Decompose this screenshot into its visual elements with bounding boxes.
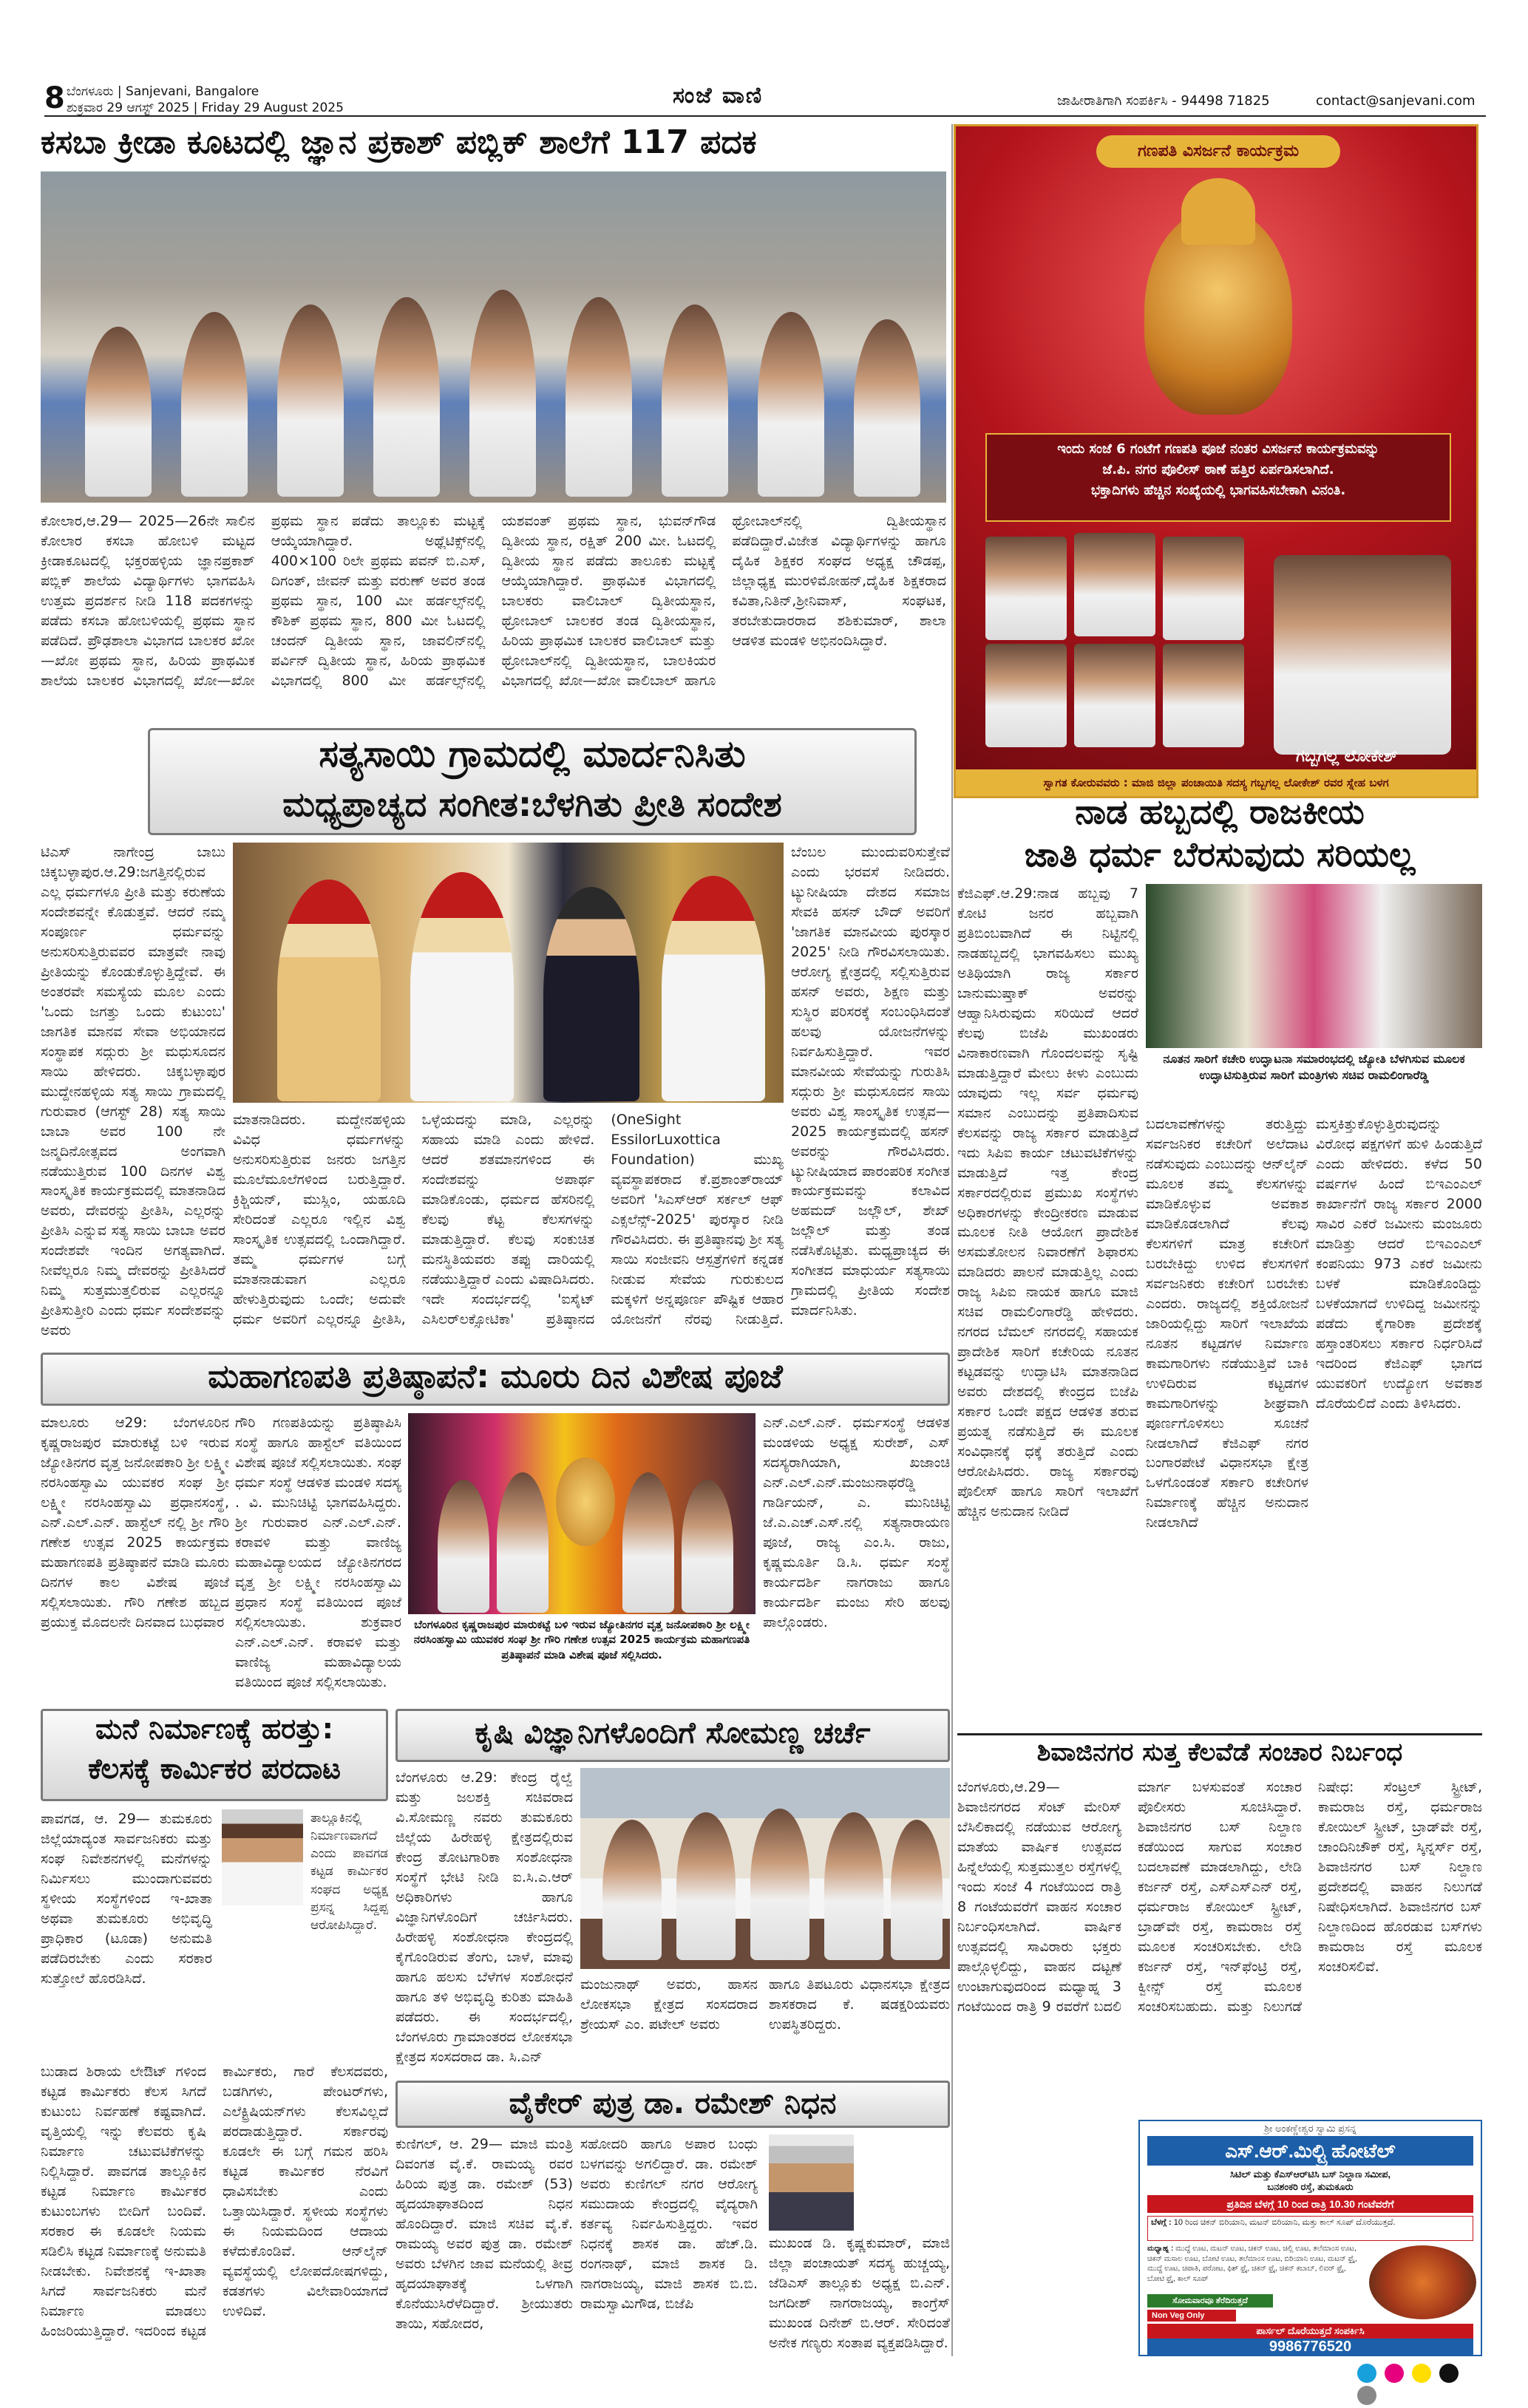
- ganapathi-ad-info: [985, 433, 1451, 522]
- story4-photo-caption: ಬೆಂಗಳೂರಿನ ಕೃಷ್ಣರಾಜಪುರ ಮಾರುಕಟ್ಟೆ ಬಳಿ ಇರುವ ಜ್ಯೋತಿನಗರ ವೃತ್ತ ಜನೋಪಕಾರಿ ಶ್ರೀ ಲಕ್ಷ್ಮೀ ನರಸಿಂಹಸ್ವಾಮಿ ಯುವಕರ ಸಂಘ ಶ್ರೀ ಗೌರಿ ಗಣೇಶ ಉತ್ಸವ 2025 ಕಾರ್ಯಕ್ರಮ ಮಹಾಗಣಪತಿ ಪ್ರತಿಷ್ಠಾಪನೆ ಮಾಡಿ ವಿಶೇಷ ಪೂಜೆ ಸಲ್ಲಿಸಿದರು.: [413, 1618, 750, 1662]
- story4-col1: ಮಾಲೂರು ಆ29: ಬೆಂಗಳೂರಿನ ಕೃಷ್ಣರಾಜಪುರ ಮಾರುಕಟ್ಟೆ ಬಳಿ ಇರುವ ಜ್ಯೋತಿನಗರ ವೃತ್ತ ಜನೋಪಕಾರಿ ಶ್ರೀ ಲಕ್ಷ್ಮೀ ನರಸಿಂಹಸ್ವಾಮಿ ಯುವಕರ ಸಂಘ ಶ್ರೀ ಲಕ್ಷ್ಮೀ ನರಸಿಂಹಸ್ವಾಮಿ ಪ್ರಧಾನಸಂಸ್ಥೆ, ಎನ್.ಎಲ್.ಎನ್. ಹಾಸ್ಟೆಲ್ ನಲ್ಲಿ ಶ್ರೀ ಗೌರಿ ಗಣೇಶ ಉತ್ಸವ 2025 ಕಾರ್ಯಕ್ರಮ ಮಹಾಗಣಪತಿ ಪ್ರತಿಷ್ಠಾಪನೆ ಮಾಡಿ ಮೂರು ದಿನಗಳ ಕಾಲ ವಿಶೇಷ ಪೂಜೆ ಸಲ್ಲಿಸಲಾಯಿತು. ಗೌರಿ ಗಣೇಶ ಹಬ್ಬದ ಪ್ರಯುಕ್ತ ಮೊದಲನೇ ದಿನವಾದ ಬುಧವಾರ: [41, 1415, 229, 1630]
- reg-dot-yellow: [1412, 2364, 1431, 2383]
- story5-headline: ಶಿವಾಜಿನಗರ ಸುತ್ತ ಕೆಲವೆಡೆ ಸಂಚಾರ ನಿರ್ಬಂಧ: [1036, 1738, 1403, 1767]
- story3-headline-1: ನಾಡ ಹಬ್ಬದಲ್ಲಿ ರಾಜಕೀಯ: [1075, 792, 1365, 831]
- story7-col-b1: ಮಂಜುನಾಥ್ ಅವರು, ಹಾಸನ ಲೋಕಸಭಾ ಕ್ಷೇತ್ರದ ಸಂಸದರಾದ ಶ್ರೇಯಸ್ ಎಂ. ಪಟೇಲ್ ಅವರು: [580, 1976, 758, 2033]
- hotel-ad: [1138, 2120, 1482, 2356]
- story6-body-bottom: ಬುಡಾದ ಶಿರಾಯ ಲೇಔಟ್ ಗಳಿಂದ ಕಟ್ಟಡ ಕಾರ್ಮಿಕರು ಕೆಲಸ ಸಿಗದೆ ಕುಟುಂಬ ನಿರ್ವಹಣೆ ಕಷ್ಟವಾಗಿದೆ. ವೃತ್ತಿಯಲ್ಲಿ ಇನ್ನು ಕೆಲವರು ಕೃಷಿ ನಿರ್ಮಾಣ ಚಟುವಟಿಕೆಗಳನ್ನು ನಿಲ್ಲಿಸಿದ್ದಾರೆ. ಪಾವಗಡ ತಾಲ್ಲೂಕಿನ ಕಟ್ಟಡ ನಿರ್ಮಾಣ ಕಾರ್ಮಿಕರ ಕುಟುಂಬಗಳು ಬೀದಿಗೆ ಬಂದಿವೆ. ಸರಕಾರ ಈ ಕೂಡಲೇ ನಿಯಮ ಸಡಿಲಿಸಿ ಕಟ್ಟಡ ನಿರ್ಮಾಣಕ್ಕೆ ಅನುಮತಿ ನೀಡಬೇಕು. ನಿವೇಶನಕ್ಕೆ ಇ-ಖಾತಾ ಸಿಗದೆ ಸಾರ್ವಜನಿಕರು ಮನೆ ನಿರ್ಮಾಣ ಮಾಡಲು ಹಿಂಜರಿಯುತ್ತಿದ್ದಾರೆ. ಇದರಿಂದ ಕಟ್ಟಡ ಕಾರ್ಮಿಕರು, ಗಾರೆ ಕೆಲಸದವರು, ಬಡಗಿಗಳು, ಪೇಂಟರ್‌ಗಳು, ಎಲೆಕ್ಟ್ರಿಷಿಯನ್‌ಗಳು ಕೆಲಸವಿಲ್ಲದೆ ಪರದಾಡುತ್ತಿದ್ದಾರೆ. ಸರ್ಕಾರವು ಕೂಡಲೇ ಈ ಬಗ್ಗೆ ಗಮನ ಹರಿಸಿ ಕಟ್ಟಡ ಕಾರ್ಮಿಕರ ನೆರವಿಗೆ ಧಾವಿಸಬೇಕು ಎಂದು ಒತ್ತಾಯಿಸಿದ್ದಾರೆ. ಸ್ಥಳೀಯ ಸಂಸ್ಥೆಗಳು ಈ ನಿಯಮದಿಂದ ಆದಾಯ ಕಳೆದುಕೊಂಡಿವೆ. ಆನ್‌ಲೈನ್ ವ್ಯವಸ್ಥೆಯಲ್ಲಿ ಲೋಪದೋಷಗಳಿದ್ದು, ಕಡತಗಳು ವಿಲೇವಾರಿಯಾಗದೆ ಉಳಿದಿವೆ.: [41, 2064, 388, 2339]
- ad-main-portrait: [1274, 555, 1451, 755]
- story3-col-a: ಬದಲಾವಣೆಗಳನ್ನು ತರುತ್ತಿದ್ದು ಸರ್ವಜನಿಕರ ಕಚೇರಿಗೆ ಅಲೆದಾಟ ನಡೆಸುವುದು ಎಂಬುದನ್ನು ಆನ್‌ಲೈನ್ ಮೂಲಕ ತಮ್ಮ ಕೆಲಸಗಳನ್ನು ಮಾಡಿಕೊಳ್ಳುವ ಅವಕಾಶ ಮಾಡಿಕೊಡಲಾಗಿದೆ ಕೆಲವು ಕೆಲಸಗಳಿಗೆ ಮಾತ್ರ ಕಚೇರಿಗೆ ಬರಬೇಕಿದ್ದು ಉಳಿದ ಕೆಲಸಗಳಿಗೆ ಸರ್ವಜನಿಕರು ಕಚೇರಿಗೆ ಬರಬೇಕು ಎಂದರು. ರಾಜ್ಯದಲ್ಲಿ ಶಕ್ತಿಯೋಜನೆ ಜಾರಿಯಲ್ಲಿದ್ದು ಸಾರಿಗೆ ಇಲಾಖೆಯ ನೂತನ ಕಟ್ಟಡಗಳ ನಿರ್ಮಾಣ ಕಾಮಗಾರಿಗಳು ನಡೆಯುತ್ತಿವೆ ಬಾಕಿ ಉಳಿದಿರುವ ಕಟ್ಟಡಗಳ ಕಾಮಗಾರಿಗಳನ್ನು ಶೀಘ್ರವಾಗಿ ಪೂರ್ಣಗೊಳಿಸಲು ಸೂಚನೆ ನೀಡಲಾಗಿದೆ ಕೆಜಿಎಫ್ ನಗರ ಬಂಗಾರಪೇಟೆ ವಿಧಾನಸಭಾ ಕ್ಷೇತ್ರ ಒಳಗೊಂಡಂತೆ ಸರ್ಕಾರಿ ಕಚೇರಿಗಳ ನಿರ್ಮಾಣಕ್ಕೆ ಹೆಚ್ಚಿನ ಅನುದಾನ ನೀಡಲಾಗಿದೆ: [1146, 1116, 1308, 1531]
- reg-dot-cyan: [1357, 2364, 1376, 2383]
- story2-col-bottom: ಮಾತನಾಡಿದರು. ಮದ್ದೇನಹಳ್ಳಿಯ ವಿವಿಧ ಧರ್ಮಗಳನ್ನು ಅನುಸರಿಸುತ್ತಿರುವ ಜನರು ಜಗತ್ತಿನ ಮೂಲೆಮೂಲೆಗಳಿಂದ ಬರುತ್ತಿದ್ದಾರೆ. ಕ್ರಿಶ್ಚಿಯನ್, ಮುಸ್ಲಿಂ, ಯಹೂದಿ ಸೇರಿದಂತೆ ಎಲ್ಲರೂ ಇಲ್ಲಿನ ವಿಶ್ವ ಸಾಂಸ್ಕೃತಿಕ ಉತ್ಸವದಲ್ಲಿ ಒಂದಾಗಿದ್ದಾರೆ. ತಮ್ಮ ಧರ್ಮಗಳ ಬಗ್ಗೆ ಮಾತನಾಡುವಾಗ ಎಲ್ಲರೂ ಹೇಳುತ್ತಿರುವುದು ಒಂದೇ; ಅದುವೇ ಧರ್ಮ ಅವರಿಗೆ ಎಲ್ಲರನ್ನೂ ಪ್ರೀತಿಸಿ, ಒಳ್ಳೆಯದನ್ನು ಮಾಡಿ, ಎಲ್ಲರನ್ನು ಸಹಾಯ ಮಾಡಿ ಎಂದು ಹೇಳಿದೆ. ಆದರೆ ಶತಮಾನಗಳಿಂದ ಈ ಸಂದೇಶವನ್ನು ಅಪಾರ್ಥ ಮಾಡಿಕೊಂಡು, ಧರ್ಮದ ಹೆಸರಿನಲ್ಲಿ ಕೆಲವು ಕೆಟ್ಟ ಕೆಲಸಗಳನ್ನು ಮಾಡುತ್ತಿದ್ದಾರೆ. ಕೆಲವು ಸಂಕುಚಿತ ಮನಸ್ಥಿತಿಯವರು ತಪ್ಪು ದಾರಿಯಲ್ಲಿ ನಡೆಯುತ್ತಿದ್ದಾರೆ ಎಂದು ವಿಷಾದಿಸಿದರು. ಇದೇ ಸಂದರ್ಭದಲ್ಲಿ 'ಐಸೈಟ್ ಎಸಿಲರ್‌ಲಕ್ಸೋಟಿಕಾ' ಪ್ರತಿಷ್ಠಾನದ (OneSight EssilorLuxottica Foundation) ಮುಖ್ಯ ವ್ಯವಸ್ಥಾಪಕರಾದ ಕೆ.ಪ್ರಶಾಂತ್‌ರಾಯ್ ಅವರಿಗೆ 'ಸಿಎಸ್‌ಆರ್ ಸರ್ಕಲ್ ಆಫ್ ಎಕ್ಸಲೆನ್ಸ್-2025' ಪುರಸ್ಕಾರ ನೀಡಿ ಗೌರವಿಸಿದರು. ಈ ಪ್ರತಿಷ್ಠಾನವು ಶ್ರೀ ಸತ್ಯ ಸಾಯಿ ಸಂಜೀವನಿ ಆಸ್ಪತ್ರೆಗಳಿಗೆ ಕನ್ನಡಕ ನೀಡುವ ಸೇವೆಯ ಗುರುಕುಲದ ಮಕ್ಕಳಿಗೆ ಅನ್ನಪೂರ್ಣ ಪೌಷ್ಟಿಕ ಆಹಾರ ಯೋಜನೆಗೆ ನೆರವು ನೀಡುತ್ತಿದೆ.: [233, 1112, 784, 1327]
- story6-headline-1: ಮನೆ ನಿರ್ಮಾಣಕ್ಕೆ ಹರತ್ತು:: [95, 1713, 333, 1745]
- reg-dot-magenta: [1385, 2364, 1404, 2383]
- page-number: 8: [44, 81, 65, 115]
- story5-rule: [957, 1733, 1482, 1735]
- story7-photo: [580, 1768, 950, 1969]
- story3-photo: [1146, 884, 1482, 1048]
- hotel-parcel: ಪಾರ್ಸಲ್ ದೊರೆಯುತ್ತದೆ ಸಂಪರ್ಕಿಸಿ: [1147, 2324, 1473, 2339]
- hotel-timing: ಪ್ರತಿದಿನ ಬೆಳಗ್ಗೆ 10 ರಿಂದ ರಾತ್ರಿ 10.30 ಗಂಟೆವರೆಗೆ: [1147, 2195, 1473, 2213]
- ad-portrait: [985, 644, 1067, 747]
- story8-col3: ಮುಖಂಡ ಡಿ. ಕೃಷ್ಣಕುಮಾರ್, ಮಾಜಿ ಜಿಲ್ಲಾ ಪಂಚಾಯತ್ ಸದಸ್ಯ ಹುಚ್ಚಯ್ಯ, ಜೆಡಿಎಸ್ ತಾಲ್ಲೂಕು ಅಧ್ಯಕ್ಷ ಬಿ.ಎನ್. ಜಗದೀಶ್ ನಾಗರಾಜಯ್ಯ, ಕಾಂಗ್ರೆಸ್ ಮುಖಂಡ ದಿನೇಶ್ ಬಿ.ಆರ್. ಸೇರಿದಂತೆ ಅನೇಕ ಗಣ್ಯರು ಸಂತಾಪ ವ್ಯಕ್ತಪಡಿಸಿದ್ದಾರೆ.: [769, 2235, 950, 2351]
- story6-person-caption: ತಾಲ್ಲೂಕಿನಲ್ಲಿ ನಿರ್ಮಾಣವಾಗದೆ ಎಂದು ಪಾವಗಡ ಕಟ್ಟಡ ಕಾರ್ಮಿಕರ ಸಂಘದ ಅಧ್ಯಕ್ಷ ಪ್ರಸನ್ನ ಸಿದ್ದಪ್ಪ ಆರೋಪಿಸಿದ್ದಾರೆ.: [310, 1811, 388, 1933]
- ad-portrait: [1163, 644, 1244, 747]
- story8-col3-side: [859, 2135, 950, 2231]
- reg-dot-grey: [1357, 2386, 1376, 2405]
- story5-body: ಬೆಂಗಳೂರು,ಆ.29—ಶಿವಾಜಿನಗರದ ಸೆಂಟ್ ಮೇರಿಸ್ ಬೆಸಿಲಿಕಾದಲ್ಲಿ ನಡೆಯುವ ಆರೋಗ್ಯ ಮಾತೆಯ ವಾರ್ಷಿಕ ಉತ್ಸವದ ಹಿನ್ನೆಲೆಯಲ್ಲಿ ಸುತ್ತಮುತ್ತಲ ರಸ್ತೆಗಳಲ್ಲಿ ಇಂದು ಸಂಜೆ 4 ಗಂಟೆಯಿಂದ ರಾತ್ರಿ 8 ಗಂಟೆಯವರೆಗೆ ವಾಹನ ಸಂಚಾರ ನಿರ್ಬಂಧಿಸಲಾಗಿದೆ. ವಾರ್ಷಿಕ ಉತ್ಸವದಲ್ಲಿ ಸಾವಿರಾರು ಭಕ್ತರು ಪಾಲ್ಗೊಳ್ಳಲಿದ್ದು, ವಾಹನ ದಟ್ಟಣೆ ಉಂಟಾಗುವುದರಿಂದ ಮಧ್ಯಾಹ್ನ 3 ಗಂಟೆಯಿಂದ ರಾತ್ರಿ 9 ರವರೆಗೆ ಬದಲಿ ಮಾರ್ಗ ಬಳಸುವಂತೆ ಸಂಚಾರ ಪೊಲೀಸರು ಸೂಚಿಸಿದ್ದಾರೆ. ಶಿವಾಜಿನಗರ ಬಸ್ ನಿಲ್ದಾಣ ಕಡೆಯಿಂದ ಸಾಗುವ ಸಂಚಾರ ಬದಲಾವಣೆ ಮಾಡಲಾಗಿದ್ದು, ಲೇಡಿ ಕರ್ಜನ್ ರಸ್ತೆ, ಎಸ್ಎಸ್‌ಎನ್ ರಸ್ತೆ, ಧರ್ಮರಾಜ ಕೋಯಿಲ್ ಸ್ಟ್ರೀಟ್, ಬ್ರಾಡ್‌ವೇ ರಸ್ತೆ, ಕಾಮರಾಜ ರಸ್ತೆ ಮೂಲಕ ಸಂಚರಿಸಬೇಕು. ಲೇಡಿ ಕರ್ಜನ್ ರಸ್ತೆ, ಇನ್‌ಫೆಂಟ್ರಿ ರಸ್ತೆ, ಕ್ವೀನ್ಸ್ ರಸ್ತೆ ಮೂಲಕ ಸಂಚರಿಸಬಹುದು. ಮತ್ತು ನಿಲುಗಡೆ ನಿಷೇಧ: ಸೆಂಟ್ರಲ್ ಸ್ಟ್ರೀಟ್, ಕಾಮರಾಜ ರಸ್ತೆ, ಧರ್ಮರಾಜ ಕೋಯಿಲ್ ಸ್ಟ್ರೀಟ್, ಬ್ರಾಡ್‌ವೇ ರಸ್ತೆ, ಚಾಂದಿನಿಚೌಕ್ ರಸ್ತೆ, ಸ್ಕಿನ್ನರ್ಸ್ ರಸ್ತೆ, ಶಿವಾಜಿನಗರ ಬಸ್ ನಿಲ್ದಾಣ ಪ್ರದೇಶದಲ್ಲಿ ವಾಹನ ನಿಲುಗಡೆ ನಿಷೇಧಿಸಲಾಗಿದೆ. ಶಿವಾಜಿನಗರ ಬಸ್ ನಿಲ್ದಾಣದಿಂದ ಹೊರಡುವ ಬಸ್‌ಗಳು ಕಾಮರಾಜ ರಸ್ತೆ ಮೂಲಕ ಸಂಚರಿಸಲಿವೆ.: [957, 1779, 1482, 2015]
- email[interactable]: contact@sanjevani.com: [1316, 93, 1476, 109]
- story7-col-b2: ಹಾಗೂ ತಿಪಟೂರು ವಿಧಾನಸಭಾ ಕ್ಷೇತ್ರದ ಶಾಸಕರಾದ ಕೆ. ಷಡಕ್ಷರಿಯವರು ಉಪಸ್ಥಿತರಿದ್ದರು.: [769, 1976, 950, 2033]
- hotel-menu-label: ಮಧ್ಯಾಹ್ನ :: [1147, 2245, 1174, 2253]
- city-line: ಬೆಂಗಳೂರು | Sanjevani, Bangalore: [67, 84, 259, 99]
- story2-col-right: ಬೆಂಬಲ ಮುಂದುವರಿಸುತ್ತೇವೆ ಎಂದು ಭರವಸೆ ನೀಡಿದರು. ಟ್ಯುನೀಷಿಯಾ ದೇಶದ ಸಮಾಜ ಸೇವಕಿ ಹಸನ್ ಬೌದ್ ಅವರಿಗೆ 'ಜಾಗತಿಕ ಮಾನವೀಯ ಪುರಸ್ಕಾರ 2025' ನೀಡಿ ಗೌರವಿಸಲಾಯಿತು. ಆರೋಗ್ಯ ಕ್ಷೇತ್ರದಲ್ಲಿ ಸಲ್ಲಿಸುತ್ತಿರುವ ಹಸನ್ ಅವರು, ಶಿಕ್ಷಣ ಮತ್ತು ಸುಸ್ಥಿರ ಪರಿಸರಕ್ಕೆ ಸಂಬಂಧಿಸಿದಂತೆ ಹಲವು ಯೋಜನೆಗಳನ್ನು ನಿರ್ವಹಿಸುತ್ತಿದ್ದಾರೆ. ಇವರ ಮಾನವೀಯ ಸೇವೆಯನ್ನು ಗುರುತಿಸಿ ಸದ್ಗುರು ಶ್ರೀ ಮಧುಸೂದನ ಸಾಯಿ ಅವರು ವಿಶ್ವ ಸಾಂಸ್ಕೃತಿಕ ಉತ್ಸವ—2025 ಕಾರ್ಯಕ್ರಮದಲ್ಲಿ ಹಸನ್ ಅವರನ್ನು ಗೌರವಿಸಿದರು. ಟ್ಯುನೀಷಿಯಾದ ಪಾರಂಪರಿಕ ಸಂಗೀತ ಕಾರ್ಯಕ್ರಮವನ್ನು ಕಲಾವಿದ ಅಹಮದ್ ಜಲ್ಲೌಲ್, ಶೇಖ್ ಜಲ್ಲೌಲ್ ಮತ್ತು ತಂಡ ನಡೆಸಿಕೊಟ್ಟಿತು. ಮಧ್ಯಪ್ರಾಚ್ಯದ ಈ ಸಂಗೀತದ ಮಾಧುರ್ಯ ಸತ್ಯಸಾಯಿ ಗ್ರಾಮದಲ್ಲಿ ಪ್ರೀತಿಯ ಸಂದೇಶ ಮಾರ್ದನಿಸಿತು.: [791, 844, 950, 1319]
- hotel-slogan: ಸೋಮವಾರವೂ ತೆರೆದಿರುತ್ತದೆ: [1147, 2294, 1273, 2307]
- hotel-menu: ಮುದ್ದೆ ಊಟ, ಮಟನ್ ಊಟ, ಚಿಕನ್ ಊಟ, ಚಿಲ್ಲಿ ಊಟ, ತಲೆಮಾಂಸ ಊಟ, ಚಿಕನ್ ಮಸಾಲ ಊಟ, ಬೋಟಿ ಊಟ, ತಲೆಮಾಂಸ ಊಟ, ಬಿರಿಯಾನಿ ಊಟ, ಮಟನ್ ಫ್ರೈ, ಮುದ್ದೆ ಊಟ, ಚಪಾತಿ, ಪರೋಟ, ಫಿಶ್ ಫ್ರೈ, ಚಿಕನ್ ಫ್ರೈ, ಚಿಕನ್ ಕಬಾಬ್, ಲಿವರ್ ಫ್ರೈ, ಬೋಟಿ ಫ್ರೈ, ಕಾಲ್ ಸೂಪ್: [1147, 2245, 1357, 2283]
- story3-headline-2: ಜಾತಿ ಧರ್ಮ ಬೆರಸುವುದು ಸರಿಯಲ್ಲ: [1024, 834, 1416, 874]
- story3-photo-caption: ನೂತನ ಸಾರಿಗೆ ಕಚೇರಿ ಉದ್ಘಾಟನಾ ಸಮಾರಂಭದಲ್ಲಿ ಜ್ಯೋತಿ ಬೆಳಗಿಸುವ ಮೂಲಕ ಉದ್ಘಾಟಿಸುತ್ತಿರುವ ಸಾರಿಗೆ ಮಂತ್ರಿಗಳು ಸಚಿವ ರಾಮಲಿಂಗಾರೆಡ್ಡಿ: [1163, 1052, 1465, 1082]
- hotel-phone[interactable]: 9986776520: [1147, 2339, 1473, 2355]
- story7-col-left: ಬೆಂಗಳೂರು ಆ.29: ಕೇಂದ್ರ ರೈಲ್ವೆ ಮತ್ತು ಜಲಶಕ್ತಿ ಸಚಿವರಾದ ವಿ.ಸೋಮಣ್ಣ ನವರು ತುಮಕೂರು ಜಿಲ್ಲೆಯ ಹಿರೇಹಳ್ಳಿ ಕ್ಷೇತ್ರದಲ್ಲಿರುವ ಕೇಂದ್ರ ತೋಟಗಾರಿಕಾ ಸಂಶೋಧನಾ ಸಂಸ್ಥೆಗೆ ಭೇಟಿ ನೀಡಿ ಐ.ಸಿ.ಎ.ಆರ್ ಅಧಿಕಾರಿಗಳು ಹಾಗೂ ವಿಜ್ಞಾನಿಗಳೊಂದಿಗೆ ಚರ್ಚಿಸಿದರು. ಹಿರೇಹಳ್ಳಿ ಸಂಶೋಧನಾ ಕೇಂದ್ರದಲ್ಲಿ ಕೈಗೊಂಡಿರುವ ತೆಂಗು, ಬಾಳೆ, ಮಾವು ಹಾಗೂ ಹಲಸು ಬೆಳೆಗಳ ಸಂಶೋಧನೆ ಹಾಗೂ ತಳಿ ಅಭಿವೃದ್ಧಿ ಕುರಿತು ಮಾಹಿತಿ ಪಡೆದರು. ಈ ಸಂದರ್ಭದಲ್ಲಿ, ಬೆಂಗಳೂರು ಗ್ರಾಮಾಂತರದ ಲೋಕಸಭಾ ಕ್ಷೇತ್ರದ ಸಂಸದರಾದ ಡಾ. ಸಿ.ಎನ್: [395, 1769, 573, 2065]
- registration-marks: [1353, 2364, 1486, 2386]
- date-line: ಶುಕ್ರವಾರ 29 ಆಗಸ್ಟ್ 2025 | Friday 29 August 2025: [67, 101, 344, 115]
- ganesha-icon: [1122, 178, 1314, 429]
- ad-portrait: [1074, 644, 1155, 747]
- story2-headline-1: ಸತ್ಯಸಾಯಿ ಗ್ರಾಮದಲ್ಲಿ ಮಾರ್ದನಿಸಿತು: [319, 732, 746, 775]
- hotel-morning-label: ಬೆಳಗ್ಗೆ :: [1151, 2218, 1172, 2227]
- ad-portrait: [1074, 533, 1155, 636]
- story1-photo: [41, 171, 946, 503]
- ad-portrait: [985, 537, 1067, 640]
- story4-photo: [408, 1413, 755, 1614]
- story1-headline: ಕಸಬಾ ಕ್ರೀಡಾ ಕೂಟದಲ್ಲಿ ಜ್ಞಾನ ಪ್ರಕಾಶ್ ಪಬ್ಲಿಕ್ ಶಾಲೆಗೆ 117 ಪದಕ: [41, 123, 757, 161]
- story8-col2: ಸಹೋದರಿ ಹಾಗೂ ಅಪಾರ ಬಂಧು ಬಳಗವನ್ನು ಅಗಲಿದ್ದಾರೆ. ಡಾ. ರಮೇಶ್ ಅವರು ಕುಣಿಗಲ್ ನಗರ ಆರೋಗ್ಯ ಸಮುದಾಯ ಕೇಂದ್ರದಲ್ಲಿ ವೈದ್ಯರಾಗಿ ಕರ್ತವ್ಯ ನಿರ್ವಹಿಸುತ್ತಿದ್ದರು. ಇವರ ನಿಧನಕ್ಕೆ ಶಾಸಕ ಡಾ. ಹೆಚ್.ಡಿ. ರಂಗನಾಥ್, ಮಾಜಿ ಶಾಸಕ ಡಿ. ನಾಗರಾಜಯ್ಯ, ಮಾಜಿ ಶಾಸಕ ಬಿ.ಬಿ. ರಾಮಸ್ವಾಮಿಗೌಡ, ಬಿಜೆಪಿ: [580, 2136, 758, 2312]
- ad-line2: ಜೆ.ಪಿ. ನಗರ ಪೊಲೀಸ್ ಠಾಣೆ ಹತ್ತಿರ ಏರ್ಪಡಿಸಲಾಗಿದೆ.: [1102, 461, 1334, 477]
- ganapathi-ad-title: ಗಣಪತಿ ವಿಸರ್ಜನೆ ಕಾರ್ಯಕ್ರಮ: [1096, 135, 1340, 168]
- ad-contact: ಜಾಹೀರಾತಿಗಾಗಿ ಸಂಪರ್ಕಿಸಿ - 94498 71825: [1057, 93, 1270, 109]
- story4-col3: ಎನ್.ಎಲ್.ಎನ್. ಧರ್ಮಸಂಸ್ಥೆ ಆಡಳಿತ ಮಂಡಳಿಯ ಅಧ್ಯಕ್ಷ ಸುರೇಶ್, ಎಸ್ ಸದಸ್ಯರಾಗಿಯಾಗಿ, ಖಜಾಂಚಿ ಎನ್.ಎಲ್.ಎನ್.ಮಂಜುನಾಥರೆಡ್ಡಿ ಗಾರ್ಡಿಯನ್, ಎ. ಮುನಿಚಿಟ್ಟಿ ಜೆ.ಎ.ಎಚ್.ಎಸ್.ನಲ್ಲಿ ಸತ್ಯನಾರಾಯಣ ಪೂಜೆ, ರಾಜ್ಯ ಎಂ.ಸಿ. ರಾಜು, ಕೃಷ್ಣಮೂರ್ತಿ ಡಿ.ಸಿ. ಧರ್ಮ ಸಂಸ್ಥೆ ಕಾರ್ಯದರ್ಶಿ ನಾಗರಾಜು ಹಾಗೂ ಕಾರ್ಯದರ್ಶಿ ಮಂಜು ಸೇರಿ ಹಲವು ಪಾಲ್ಗೊಂಡರು.: [763, 1415, 950, 1630]
- story8-headline: ವೈಕೇರ್ ಪುತ್ರ ಡಾ. ರಮೇಶ್ ನಿಧನ: [509, 2086, 837, 2120]
- ad-footer: ಸ್ವಾಗತ ಕೋರುವವರು : ಮಾಜಿ ಜಿಲ್ಲಾ ಪಂಚಾಯಿತಿ ಸದಸ್ಯ ಗಬ್ಬಗಲ್ಲ ಲೋಕೇಶ್ ರವರ ಸ್ನೇಹ ಬಳಗ: [956, 769, 1476, 796]
- story8-col1: ಕುಣಿಗಲ್, ಆ. 29— ಮಾಜಿ ಮಂತ್ರಿ ದಿವಂಗತ ವೈ.ಕೆ. ರಾಮಯ್ಯ ರವರ ಹಿರಿಯ ಪುತ್ರ ಡಾ. ರಮೇಶ್ (53) ಹೃದಯಾಘಾತದಿಂದ ನಿಧನ ಹೊಂದಿದ್ದಾರೆ. ಮಾಜಿ ಸಚಿವ ವೈ.ಕೆ. ರಾಮಯ್ಯ ಅವರ ಪುತ್ರ ಡಾ. ರಮೇಶ್ ಅವರು ಬೆಳಗಿನ ಜಾವ ಮನೆಯಲ್ಲಿ ತೀವ್ರ ಹೃದಯಾಘಾತಕ್ಕೆ ಒಳಗಾಗಿ ಕೊನೆಯುಸಿರೆಳೆದಿದ್ದಾರೆ. ಶ್ರೀಯುತರು ತಾಯಿ, ಸಹೋದರ,: [395, 2136, 573, 2332]
- story6-headline-2: ಕೆಲಸಕ್ಕೆ ಕಾರ್ಮಿಕರ ಪರದಾಟ: [88, 1752, 341, 1785]
- food-photo: [1369, 2245, 1476, 2319]
- hotel-morning-box: [1147, 2216, 1473, 2241]
- story3-col-b: ಮಸ್ತಕಿತ್ತುಕೊಳ್ಳುತ್ತಿರುವುದನ್ನು ವಿರೋಧ ಪಕ್ಷಗಳಿಗೆ ಹುಳಿ ಹಿಂಡುತ್ತಿದೆ ಎಂದು ಹೇಳಿದರು. ಕಳೆದ 50 ವರ್ಷಗಳ ಹಿಂದೆ ಬಿಇಎಂಎಲ್ ಕಾರ್ಖಾನೆಗೆ ರಾಜ್ಯ ಸರ್ಕಾರ 2000 ಸಾವಿರ ಎಕರೆ ಜಮೀನು ಮಂಜೂರು ಮಾಡಿತ್ತು ಆದರೆ ಬಿಇಎಂಎಲ್ ಕಂಪನಿಯು 973 ಎಕರೆ ಜಮೀನು ಬಳಕೆ ಮಾಡಿಕೊಂಡಿದ್ದು ಬಳಕೆಯಾಗದೆ ಉಳಿದಿದ್ದ ಜಮೀನನ್ನು ಪಡೆದು ಕೈಗಾರಿಕಾ ಪ್ರದೇಶಕ್ಕೆ ಹಸ್ತಾಂತರಿಸಲು ಸರ್ಕಾರ ನಿರ್ಧರಿಸಿದೆ ಇದರಿಂದ ಕೆಜಿಎಫ್ ಭಾಗದ ಯುವಕರಿಗೆ ಉದ್ಯೋಗ ಅವಕಾಶ ದೊರೆಯಲಿದೆ ಎಂದು ತಿಳಿಸಿದರು.: [1316, 1116, 1482, 1412]
- story1-body: ಕೋಲಾರ,ಆ.29— 2025—26ನೇ ಸಾಲಿನ ಕೋಲಾರ ಕಸಬಾ ಹೋಬಳಿ ಮಟ್ಟದ ಕ್ರೀಡಾಕೂಟದಲ್ಲಿ ಭಕ್ತರಹಳ್ಳಿಯ ಜ್ಞಾನಪ್ರಕಾಶ್ ಪಬ್ಲಿಕ್ ಶಾಲೆಯ ವಿದ್ಯಾರ್ಥಿಗಳು ಭಾಗವಹಿಸಿ ಉತ್ತಮ ಪ್ರದರ್ಶನ ನೀಡಿ 118 ಪದಕಗಳನ್ನು ಪಡೆದು ಕಸಬಾ ಹೋಬಳಿಯಲ್ಲಿ ಪ್ರಥಮ ಸ್ಥಾನ ಪಡೆದಿದೆ. ಪ್ರೌಢಶಾಲಾ ವಿಭಾಗದ ಬಾಲಕರ ಖೋ—ಖೋ ಪ್ರಥಮ ಸ್ಥಾನ, ಹಿರಿಯ ಪ್ರಾಥಮಿಕ ಶಾಲೆಯ ಬಾಲಕರ ವಿಭಾಗದಲ್ಲಿ ಖೋ—ಖೋ ಪ್ರಥಮ ಸ್ಥಾನ ಪಡೆದು ತಾಲ್ಲೂಕು ಮಟ್ಟಕ್ಕೆ ಆಯ್ಕೆಯಾಗಿದ್ದಾರೆ. ಅಥ್ಲೆಟಿಕ್ಸ್‌ನಲ್ಲಿ 400×100 ರಿಲೇ ಪ್ರಥಮ ಪವನ್ ಬಿ.ಎಸ್, ದಿಗಂತ್, ಜೀವನ್ ಮತ್ತು ವರುಣ್ ಅವರ ತಂಡ ಪ್ರಥಮ ಸ್ಥಾನ, 100 ಮೀ ಹರ್ಡಲ್ಸ್‌ನಲ್ಲಿ ಕೌಶಿಕ್ ಪ್ರಥಮ ಸ್ಥಾನ, 800 ಮೀ ಓಟದಲ್ಲಿ ಚಂದನ್ ದ್ವಿತೀಯ ಸ್ಥಾನ, ಜಾವಲಿನ್‌ನಲ್ಲಿ ಪರ್ವಿನ್ ದ್ವಿತೀಯ ಸ್ಥಾನ, ಹಿರಿಯ ಪ್ರಾಥಮಿಕ ವಿಭಾಗದಲ್ಲಿ 800 ಮೀ ಹರ್ಡಲ್ಸ್‌ನಲ್ಲಿ ಯಶವಂತ್ ಪ್ರಥಮ ಸ್ಥಾನ, ಭುವನ್‌ಗೌಡ ದ್ವಿತೀಯ ಸ್ಥಾನ, ರಕ್ಷಿತ್ 200 ಮೀ. ಓಟದಲ್ಲಿ ದ್ವಿತೀಯ ಸ್ಥಾನ ಪಡೆದು ತಾಲೂಕು ಮಟ್ಟಕ್ಕೆ ಆಯ್ಕೆಯಾಗಿದ್ದಾರೆ. ಪ್ರಾಥಮಿಕ ವಿಭಾಗದಲ್ಲಿ ಬಾಲಕರು ವಾಲಿಬಾಲ್ ದ್ವಿತೀಯಸ್ಥಾನ, ಥ್ರೋಬಾಲ್ ಬಾಲಕರ ತಂಡ ದ್ವಿತೀಯಸ್ಥಾನ, ಹಿರಿಯ ಪ್ರಾಥಮಿಕ ಬಾಲಕರ ವಾಲಿಬಾಲ್ ಮತ್ತು ಥ್ರೋಬಾಲ್‌ನಲ್ಲಿ ದ್ವಿತೀಯಸ್ಥಾನ, ಬಾಲಕಿಯರ ವಿಭಾಗದಲ್ಲಿ ಖೋ—ಖೋ ವಾಲಿಬಾಲ್ ಹಾಗೂ ಥ್ರೋಬಾಲ್‌ನಲ್ಲಿ ದ್ವಿತೀಯಸ್ಥಾನ ಪಡೆದಿದ್ದಾರೆ.ವಿಜೇತ ವಿದ್ಯಾರ್ಥಿಗಳನ್ನು ಹಾಗೂ ದೈಹಿಕ ಶಿಕ್ಷಕರ ಸಂಘದ ಅಧ್ಯಕ್ಷ ಚೌಡಪ್ಪ, ಜಿಲ್ಲಾಧ್ಯಕ್ಷ ಮುರಳಿಮೋಹನ್,ದೈಹಿಕ ಶಿಕ್ಷಕರಾದ ಕವಿತಾ,ನಿತಿನ್,ಶ್ರೀನಿವಾಸ್, ಸಂಘಟಕ, ತರಬೇತುದಾರರಾದ ಶಶಿಕುಮಾರ್, ಶಾಲಾ ಆಡಳಿತ ಮಂಡಳಿ ಅಭಿನಂದಿಸಿದ್ದಾರೆ.: [41, 513, 946, 689]
- story6-person-photo: [222, 1809, 303, 1905]
- ganapathi-ad: [954, 124, 1478, 798]
- story6-body-top: ಪಾವಗಡ, ಆ. 29— ತುಮಕೂರು ಜಿಲ್ಲೆಯಾದ್ಯಂತ ಸಾರ್ವಜನಿಕರು ಮತ್ತು ಸಂಘ ನಿವೇಶನಗಳಲ್ಲಿ ಮನೆಗಳನ್ನು ನಿರ್ಮಿಸಲು ಮುಂದಾಗುವವರು ಸ್ಥಳೀಯ ಸಂಸ್ಥೆಗಳಿಂದ ಇ-ಖಾತಾ ಅಥವಾ ತುಮಕೂರು ಅಭಿವೃದ್ಧಿ ಪ್ರಾಧಿಕಾರ (ಟೂಡಾ) ಅನುಮತಿ ಪಡೆದಿರಬೇಕು ಎಂದು ಸರಕಾರ ಸುತ್ತೋಲೆ ಹೊರಡಿಸಿದೆ.: [41, 1811, 212, 1987]
- story4-col2: ಗೌರಿ ಗಣಪತಿಯನ್ನು ಪ್ರತಿಷ್ಠಾಪಿಸಿ ಸಂಸ್ಥೆ ಹಾಗೂ ಹಾಸ್ಟೆಲ್ ವತಿಯಿಂದ ವಿಶೇಷ ಪೂಜೆ ಸಲ್ಲಿಸಲಾಯಿತು. ಸಂಘ ಧರ್ಮ ಸಂಸ್ಥೆ ಆಡಳಿತ ಮಂಡಳಿ ಸದಸ್ಯ . ವಿ. ಮುನಿಚಿಟ್ಟಿ ಭಾಗವಹಿಸಿದ್ದರು. ಶ್ರೀ ಗುರುವಾರ ಎನ್.ಎಲ್.ಎನ್. ಕರಾವಳಿ ಮತ್ತು ವಾಣಿಜ್ಯ ಮಹಾವಿದ್ಯಾಲಯದ ಜ್ಯೋತಿನಗರದ ವೃತ್ತ ಶ್ರೀ ಲಕ್ಷ್ಮೀ ನರಸಿಂಹಸ್ವಾಮಿ ಪ್ರಧಾನ ಸಂಸ್ಥೆ ವತಿಯಿಂದ ಪೂಜೆ ಸಲ್ಲಿಸಲಾಯಿತು. ಶುಕ್ರವಾರ ಎನ್.ಎಲ್.ಎನ್. ಕರಾವಳಿ ಮತ್ತು ವಾಣಿಜ್ಯ ಮಹಾವಿದ್ಯಾಲಯ ವತಿಯಿಂದ ಪೂಜೆ ಸಲ್ಲಿಸಲಾಯಿತು.: [235, 1415, 401, 1690]
- ad-line3: ಭಕ್ತಾದಿಗಳು ಹೆಚ್ಚಿನ ಸಂಖ್ಯೆಯಲ್ಲಿ ಭಾಗವಹಿಸಬೇಕಾಗಿ ವಿನಂತಿ.: [1090, 482, 1346, 498]
- story2-col-left: ಟಿಎಸ್ ನಾಗೇಂದ್ರ ಬಾಬು ಚಿಕ್ಕಬಳ್ಳಾಪುರ.ಆ.29:ಜಗತ್ತಿನಲ್ಲಿರುವ ಎಲ್ಲ ಧರ್ಮಗಳೂ ಪ್ರೀತಿ ಮತ್ತು ಕರುಣೆಯ ಸಂದೇಶವನ್ನೇ ಕೊಡುತ್ತವೆ. ಆದರೆ ನಮ್ಮ ಸಂಪೂರ್ಣ ಧರ್ಮವನ್ನು ಅನುಸರಿಸುತ್ತಿರುವವರ ಮಾತ್ರವೇ ನಾವು ಪ್ರೀತಿಯನ್ನು ಕೊಂಡುಕೊಳ್ಳುತ್ತಿದ್ದೇವೆ. ಈ ಅಂತರವೇ ಸಮಸ್ಯೆಯ ಮೂಲ ಎಂದು 'ಒಂದು ಜಗತ್ತು ಒಂದು ಕುಟುಂಬ' ಜಾಗತಿಕ ಮಾನವ ಸೇವಾ ಅಭಿಯಾನದ ಸಂಸ್ಥಾಪಕ ಸದ್ಗುರು ಶ್ರೀ ಮಧುಸೂದನ ಸಾಯಿ ಹೇಳಿದರು. ಚಿಕ್ಕಬಳ್ಳಾಪುರ ಮುದ್ದೇನಹಳ್ಳಿಯ ಸತ್ಯ ಸಾಯಿ ಗ್ರಾಮದಲ್ಲಿ ಗುರುವಾರ (ಆಗಸ್ಟ್ 28) ಸತ್ಯ ಸಾಯಿ ಬಾಬಾ ಅವರ 100 ನೇ ಜನ್ಮದಿನೋತ್ಸವದ ಅಂಗವಾಗಿ ನಡೆಯುತ್ತಿರುವ 100 ದಿನಗಳ ವಿಶ್ವ ಸಾಂಸ್ಕೃತಿಕ ಕಾರ್ಯಕ್ರಮದಲ್ಲಿ ಮಾತನಾಡಿದ ಅವರು, ದೇವರನ್ನು ಪ್ರೀತಿಸಿ, ಎಲ್ಲರನ್ನು ಪ್ರೀತಿಸಿ ಎನ್ನುವ ಸತ್ಯ ಸಾಯಿ ಬಾಬಾ ಅವರ ಸಂದೇಶವೇ ಇಂದಿನ ಅಗತ್ಯವಾಗಿದೆ. ನೀವೆಲ್ಲರೂ ನಿಮ್ಮ ದೇವರನ್ನು ಪ್ರೀತಿಸಿದರೆ ನಿಮ್ಮ ಸುತ್ತಮುತ್ತಲಿರುವ ಎಲ್ಲರನ್ನೂ ಪ್ರೀತಿಸುತ್ತೀರಿ ಎಂದು ಧರ್ಮ ಸಂದೇಶವನ್ನು ಅವರು: [41, 844, 225, 1339]
- column-rule: [951, 124, 953, 2356]
- hotel-tag: ಶ್ರೀ ಅಂಕಣ್ಣೇಶ್ವರ ಸ್ವಾಮಿ ಪ್ರಸನ್ನ: [1264, 2123, 1356, 2134]
- hotel-address-2: ಬನಶಂಕರಿ ರಸ್ತೆ, ತುಮಕೂರು: [1267, 2181, 1354, 2192]
- hotel-morning: 10 ರಿಂದ ಚಿಕನ್ ಬಿರಿಯಾನಿ, ಮಟನ್ ಬಿರಿಯಾನಿ, ಮತ್ತು ಕಾಲ್ ಸೂಪ್ ದೊರೆಯುತ್ತದೆ.: [1173, 2218, 1396, 2227]
- reg-dot-black: [1439, 2364, 1459, 2383]
- story2-photo: [233, 843, 784, 1103]
- non-veg-badge: [1147, 2310, 1236, 2322]
- story2-headline-2: ಮಧ್ಯಪ್ರಾಚ್ಯದ ಸಂಗೀತ:ಬೆಳಗಿತು ಪ್ರೀತಿ ಸಂದೇಶ: [282, 784, 782, 824]
- hotel-address-1: ಸಿಟಿಲ್ ಮತ್ತು ಕೆಎಸ್ಆರ್‌ಟಿಸಿ ಬಸ್ ನಿಲ್ದಾಣ ಸಮೀಪ,: [1229, 2169, 1391, 2180]
- ad-line1: ಇಂದು ಸಂಜೆ 6 ಗಂಟೆಗೆ ಗಣಪತಿ ಪೂಜೆ ನಂತರ ವಿಸರ್ಜನೆ ಕಾರ್ಯಕ್ರಮವನ್ನು: [1057, 441, 1379, 457]
- story3-col1: ಕೆಜಿಎಫ್.ಆ.29:ನಾಡ ಹಬ್ಬವು 7 ಕೋಟಿ ಜನರ ಹಬ್ಬವಾಗಿ ಪ್ರತಿಬಿಂಬವಾಗಿದೆ ಈ ನಿಟ್ಟಿನಲ್ಲಿ ನಾಡಹಬ್ಬದಲ್ಲಿ ಭಾಗವಹಿಸಲು ಮುಖ್ಯ ಅತಿಥಿಯಾಗಿ ರಾಜ್ಯ ಸರ್ಕಾರ ಬಾನುಮುಷ್ತಾಕ್ ಅವರನ್ನು ಆಹ್ವಾನಿಸಿರುವುದು ಸರಿಯಿದೆ ಆದರೆ ಕೆಲವು ಬಿಜೆಪಿ ಮುಖಂಡರು ವಿನಾಕಾರಣವಾಗಿ ಗೊಂದಲವನ್ನು ಸೃಷ್ಟಿ ಮಾಡುತ್ತಿದ್ದಾರೆ ಮೇಲು ಕೀಳು ಎಂಬುದು ಯಾವುದು ಇಲ್ಲ ಸರ್ವ ಧರ್ಮವು ಸಮಾನ ಎಂಬುದನ್ನು ಪ್ರತಿಪಾದಿಸುವ ಕೆಲಸವನ್ನು ರಾಜ್ಯ ಸರ್ಕಾರ ಮಾಡುತ್ತಿದೆ ಇದು ಸಿಪಿಐ ಕಾರ್ಯ ಚಟುವಟಿಕೆಗಳನ್ನು ಮಾಡುತ್ತಿದೆ ಇತ್ತ ಕೇಂದ್ರ ಸರ್ಕಾರದಲ್ಲಿರುವ ಪ್ರಮುಖ ಸಂಸ್ಥೆಗಳು ಅಧಿಕಾರಗಳನ್ನು ಕೇಂದ್ರೀಕರಣ ಮಾಡುವ ಮೂಲಕ ನೀತಿ ಆಯೋಗ ಪ್ರಾದೇಶಿಕ ಅಸಮತೋಲನ ನಿವಾರಣೆಗೆ ಶಿಫಾರಸು ಮಾಡಿದರು ಪಾಲನೆ ಮಾಡುತ್ತಿಲ್ಲ ಎಂದು ರಾಜ್ಯ ಸಿಪಿಐ ನಾಯಕ ಹಾಗೂ ಮಾಜಿ ಸಚಿವ ರಾಮಲಿಂಗಾರೆಡ್ಡಿ ಹೇಳಿದರು. ನಗರದ ಬೆಮಲ್ ನಗರದಲ್ಲಿ ಸಹಾಯಕ ಪ್ರಾದೇಶಿಕ ಸಾರಿಗೆ ಕಚೇರಿಯ ನೂತನ ಕಟ್ಟಡವನ್ನು ಉದ್ಘಾಟಿಸಿ ಮಾತನಾಡಿದ ಅವರು ದೇಶದಲ್ಲಿ ಕೇಂದ್ರದ ಬಿಜೆಪಿ ಸರ್ಕಾರ ಒಂದೇ ಪಕ್ಷದ ಆಡಳಿತ ತರುವ ಪ್ರಯತ್ನ ನಡೆಸುತ್ತಿದೆ ಈ ಮೂಲಕ ಸಂವಿಧಾನಕ್ಕೆ ಧಕ್ಕೆ ತರುತ್ತಿದೆ ಎಂದು ಆರೋಪಿಸಿದರು. ರಾಜ್ಯ ಸರ್ಕಾರವು ಪೊಲೀಸ್ ಹಾಗೂ ಸಾರಿಗೆ ಇಲಾಖೆಗೆ ಹೆಚ್ಚಿನ ಅನುದಾನ ನೀಡಿದೆ: [957, 885, 1138, 1520]
- story8-portrait: [769, 2135, 854, 2231]
- story4-headline: ಮಹಾಗಣಪತಿ ಪ್ರತಿಷ್ಠಾಪನೆ: ಮೂರು ದಿನ ವಿಶೇಷ ಪೂಜೆ: [208, 1358, 783, 1395]
- ad-name-tag: ಗಬ್ಬಗಲ್ಲ ಲೋಕೇಶ್: [1296, 747, 1398, 766]
- ad-portrait: [1163, 537, 1244, 640]
- masthead-logo: ಸಂಜೆ ವಾಣಿ: [673, 83, 764, 109]
- hotel-name: ಎಸ್.ಆರ್.ಮಿಲ್ಟ್ರಿ ಹೋಟೆಲ್: [1147, 2136, 1473, 2166]
- non-veg-badge-label: Non Veg Only: [1152, 2311, 1205, 2320]
- story7-headline: ಕೃಷಿ ವಿಜ್ಞಾನಿಗಳೊಂದಿಗೆ ಸೋಮಣ್ಣ ಚರ್ಚೆ: [475, 1716, 871, 1750]
